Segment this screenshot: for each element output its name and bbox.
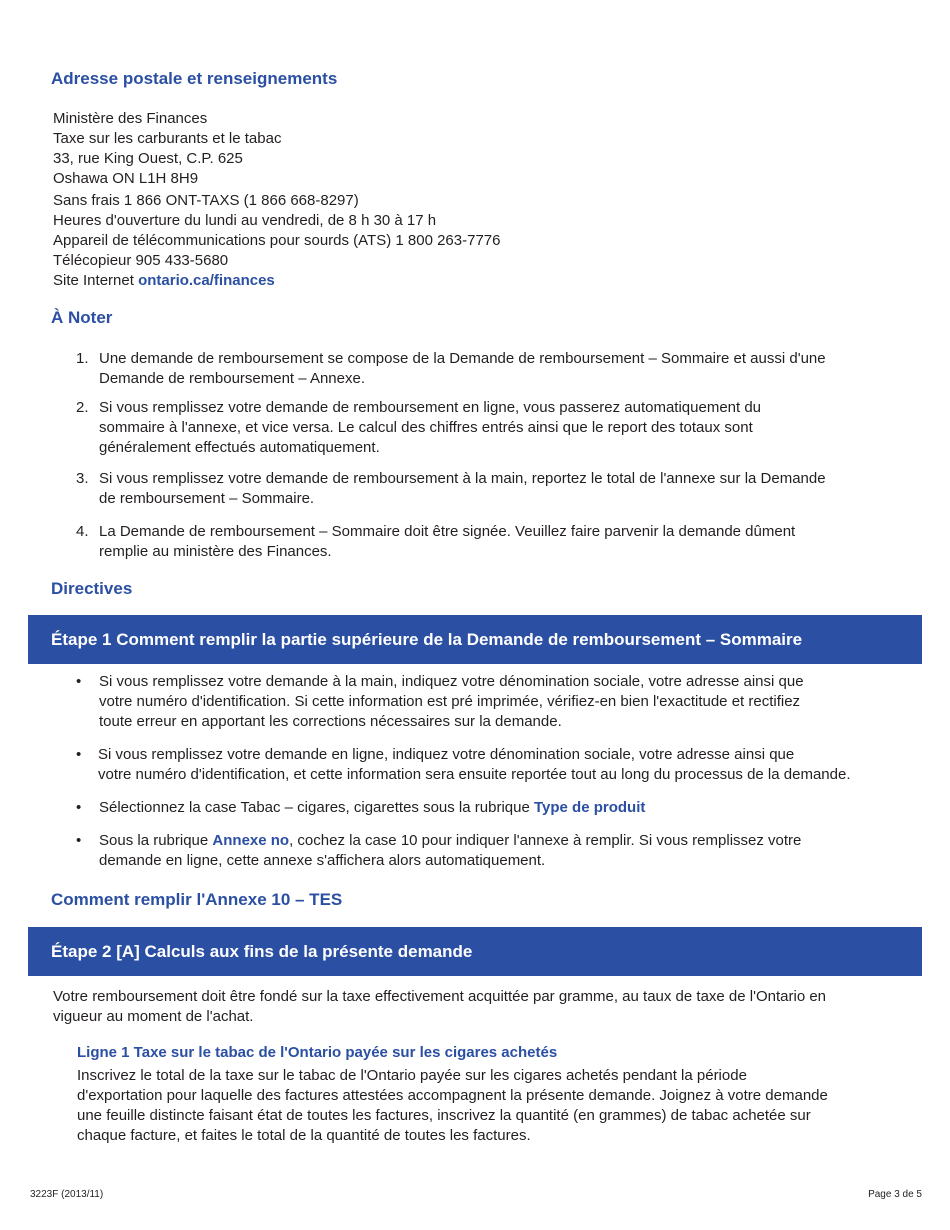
body-line: une feuille distincte faisant état de toutes les factures, inscrivez la quantité (en grammes) de tabac achetée sur bbox=[77, 1107, 811, 1124]
annex-heading: Comment remplir l'Annexe 10 – TES bbox=[51, 890, 343, 909]
note-text: Demande de remboursement – Annexe. bbox=[99, 370, 365, 387]
step1-list bbox=[76, 672, 906, 871]
address-line: Ministère des Finances bbox=[53, 110, 208, 127]
note-number: 2. bbox=[76, 399, 89, 416]
note-item bbox=[76, 469, 906, 509]
bullet-text-plain: , cochez la case 10 pour indiquer l'annexe à remplir. Si vous remplissez votre bbox=[289, 832, 802, 849]
website-line bbox=[53, 271, 500, 291]
note-text: Si vous remplissez votre demande de remboursement en ligne, vous passerez automatiquement du bbox=[99, 399, 762, 416]
bullet-text: Si vous remplissez votre demande en ligne, indiquez votre dénomination sociale, votre adresse ainsi que bbox=[98, 746, 795, 763]
note-text: remplie au ministère des Finances. bbox=[99, 543, 332, 560]
note-text: sommaire à l'annexe, et vice versa. Le calcul des chiffres entrés ainsi que le report des totaux sont bbox=[99, 419, 753, 436]
bullet-text: toute erreur en apportant les corrections nécessaires sur la demande. bbox=[99, 713, 562, 730]
note-number: 4. bbox=[76, 523, 89, 540]
product-type-term: Type de produit bbox=[533, 799, 646, 816]
step2-banner: Étape 2 [A] Calculs aux fins de la présente demande bbox=[28, 927, 922, 976]
bullet-text: votre numéro d'identification, et cette information sera ensuite reportée tout au long du processus de la demande. bbox=[98, 766, 851, 783]
line1-body bbox=[77, 1066, 828, 1146]
form-code: 3223F (2013/11) bbox=[30, 1189, 104, 1200]
note-list bbox=[76, 349, 906, 562]
contact-line: Sans frais 1 866 ONT-TAXS (1 866 668-8297) bbox=[53, 192, 359, 209]
note-text: de remboursement – Sommaire. bbox=[99, 490, 315, 507]
step1-bullet bbox=[76, 745, 906, 785]
contact-line: Appareil de télécommunications pour sourds (ATS) 1 800 263-7776 bbox=[53, 232, 501, 249]
note-text: Une demande de remboursement se compose de la Demande de remboursement – Sommaire et aussi d'une bbox=[99, 350, 826, 367]
step1-bullet bbox=[76, 831, 906, 871]
body-line: Inscrivez le total de la taxe sur le tabac de l'Ontario payée sur les cigares achetés pendant la période bbox=[77, 1067, 747, 1084]
mailing-address bbox=[53, 109, 281, 189]
note-item bbox=[76, 349, 906, 389]
intro-line: vigueur au moment de l'achat. bbox=[53, 1008, 254, 1025]
bullet-marker: • bbox=[76, 746, 82, 763]
directives-heading: Directives bbox=[51, 579, 133, 598]
step1-bullet bbox=[76, 672, 906, 732]
bullet-text bbox=[99, 831, 906, 851]
bullet-text bbox=[99, 798, 906, 818]
line1-heading: Ligne 1 Taxe sur le tabac de l'Ontario payée sur les cigares achetés bbox=[77, 1044, 558, 1061]
bullet-text: demande en ligne, cette annexe s'affichera alors automatiquement. bbox=[99, 852, 546, 869]
bullet-marker: • bbox=[76, 673, 82, 690]
note-item bbox=[76, 522, 906, 562]
note-item bbox=[76, 398, 906, 458]
intro-line: Votre remboursement doit être fondé sur la taxe effectivement acquittée par gramme, au taux de taxe de l'Ontario en bbox=[53, 988, 827, 1005]
annex-no-term: Annexe no bbox=[212, 832, 290, 849]
bullet-text-plain: Sous la rubrique bbox=[99, 832, 213, 849]
step1-banner: Étape 1 Comment remplir la partie supérieure de la Demande de remboursement – Sommaire bbox=[28, 615, 922, 664]
page-number: Page 3 de 5 bbox=[868, 1189, 922, 1200]
bullet-marker: • bbox=[76, 832, 82, 849]
bullet-text: Si vous remplissez votre demande à la main, indiquez votre dénomination sociale, votre adresse ainsi que bbox=[99, 673, 804, 690]
note-text: Si vous remplissez votre demande de remboursement à la main, reportez le total de l'annexe sur la Demande bbox=[99, 470, 826, 487]
contact-line: Télécopieur 905 433-5680 bbox=[53, 252, 229, 269]
step2-intro bbox=[53, 987, 826, 1027]
website-link[interactable]: ontario.ca/finances bbox=[138, 272, 275, 289]
body-line: d'exportation pour laquelle des factures attestées accompagnent la présente demande. Joignez à votre demande bbox=[77, 1087, 828, 1104]
contact-line: Heures d'ouverture du lundi au vendredi, de 8 h 30 à 17 h bbox=[53, 212, 437, 229]
mailing-contacts bbox=[53, 191, 500, 291]
bullet-text-plain: Sélectionnez la case Tabac – cigares, cigarettes sous la rubrique bbox=[99, 799, 534, 816]
mailing-heading: Adresse postale et renseignements bbox=[51, 69, 338, 88]
note-number: 3. bbox=[76, 470, 89, 487]
address-line: 33, rue King Ouest, C.P. 625 bbox=[53, 150, 243, 167]
step1-bullet bbox=[76, 798, 906, 818]
bullet-marker: • bbox=[76, 799, 82, 816]
address-line: Taxe sur les carburants et le tabac bbox=[53, 130, 282, 147]
note-text: généralement effectués automatiquement. bbox=[99, 439, 380, 456]
body-line: chaque facture, et faites le total de la quantité de toutes les factures. bbox=[77, 1127, 531, 1144]
bullet-text: votre numéro d'identification. Si cette information est pré imprimée, vérifiez-en bien l'exactitude et rectifiez bbox=[99, 693, 801, 710]
note-text: La Demande de remboursement – Sommaire doit être signée. Veuillez faire parvenir la demande dûment bbox=[99, 523, 796, 540]
address-line: Oshawa ON L1H 8H9 bbox=[53, 170, 199, 187]
note-number: 1. bbox=[76, 350, 89, 367]
website-prefix: Site Internet bbox=[53, 272, 139, 289]
note-heading: À Noter bbox=[51, 308, 113, 327]
